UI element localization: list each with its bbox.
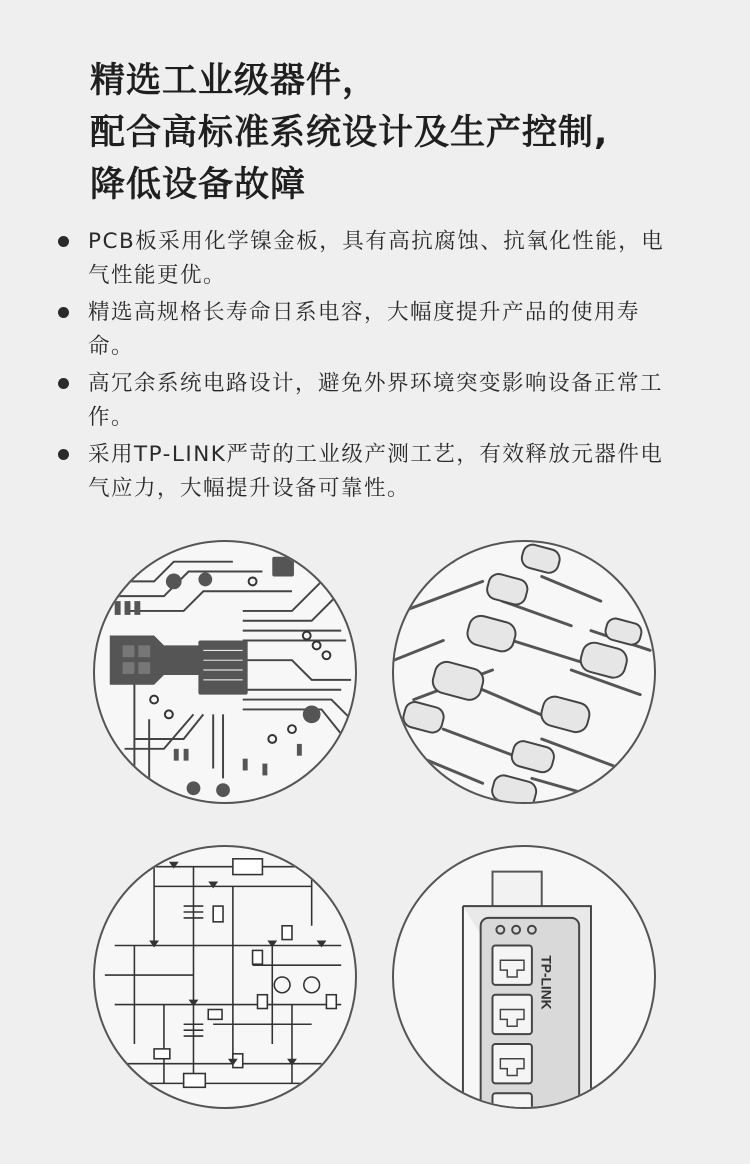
pcb-chip-svg bbox=[95, 542, 355, 802]
bullet-dot-icon bbox=[58, 449, 69, 460]
feature-item bbox=[56, 296, 676, 364]
headline bbox=[90, 55, 730, 211]
headline-line-3: 降低设备故障 bbox=[90, 165, 307, 205]
circuit-schematic-illustration bbox=[93, 845, 357, 1109]
capacitors-svg bbox=[394, 542, 654, 802]
feature-text: 精选高规格长寿命日系电容，大幅度提升产品的使用寿命。 bbox=[88, 300, 641, 359]
bullet-dot-icon bbox=[58, 236, 69, 247]
pcb-chip-illustration bbox=[93, 540, 357, 804]
capacitors-illustration bbox=[392, 540, 656, 804]
switch-svg bbox=[394, 847, 654, 1107]
feature-list bbox=[56, 225, 676, 509]
feature-item bbox=[56, 225, 676, 293]
feature-text: PCB板采用化学镍金板，具有高抗腐蚀、抗氧化性能，电气性能更优。 bbox=[88, 229, 665, 288]
feature-item bbox=[56, 438, 676, 506]
switch-brand-label: TP-LINK bbox=[538, 955, 554, 1010]
feature-text: 高冗余系统电路设计，避免外界环境突变影响设备正常工作。 bbox=[88, 371, 664, 430]
bullet-dot-icon bbox=[58, 378, 69, 389]
headline-line-1: 精选工业级器件， bbox=[90, 61, 379, 101]
headline-line-2: 配合高标准系统设计及生产控制, bbox=[90, 113, 609, 153]
tp-link-switch-illustration bbox=[392, 845, 656, 1109]
bullet-dot-icon bbox=[58, 307, 69, 318]
feature-text: 采用TP-LINK严苛的工业级产测工艺，有效释放元器件电气应力，大幅提升设备可靠性。 bbox=[88, 442, 664, 501]
feature-item bbox=[56, 367, 676, 435]
circuit-schematic-svg bbox=[95, 847, 355, 1107]
